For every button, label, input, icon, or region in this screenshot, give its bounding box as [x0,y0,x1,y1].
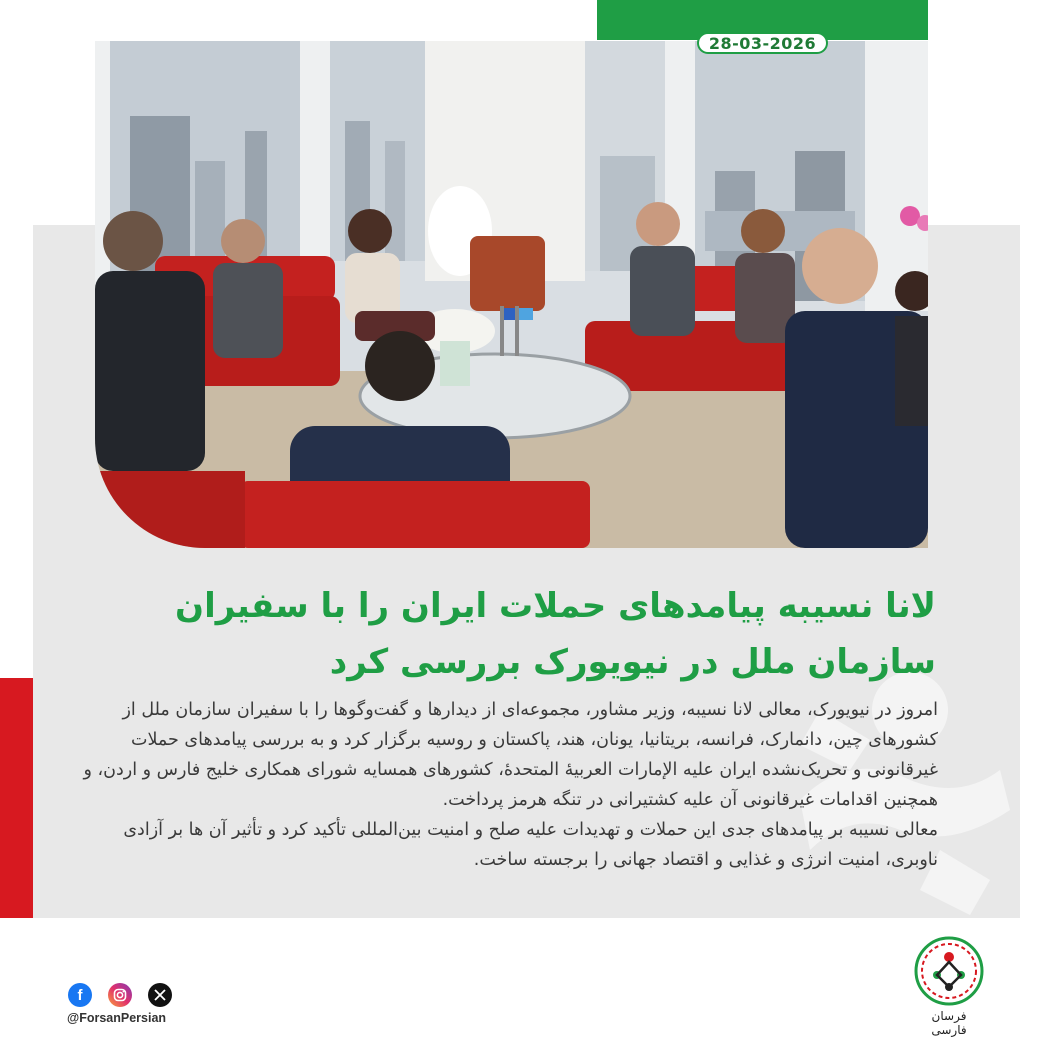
article-body [70,695,938,875]
brand-name: فرسان فارسی [931,1009,967,1037]
meeting-photo [95,41,928,548]
red-accent-bar [0,678,33,918]
article-paragraph-2: معالی نسیبه بر پیامدهای جدی این حملات و تهدیدات علیه صلح و امنیت بین‌المللی تأکید کرد و تأثیر آن ها بر آزادی ناوبری، امنیت انرژی و غذایی و اقتصاد جهانی را برجسته ساخت. [123,820,938,870]
instagram-icon[interactable] [108,983,132,1007]
forsan-logo-icon [913,935,985,1007]
headline: لانا نسیبه پیامدهای حملات ایران را با سفیران سازمان ملل در نیویورک بررسی کرد [175,586,936,682]
brand-logo [913,935,985,1037]
social-handle[interactable]: @ForsanPersian [67,1011,167,1025]
article-paragraph-1: امروز در نیویورک، معالی لانا نسیبه، وزیر مشاور، مجموعه‌ای از دیدارها و گفت‌وگوها را با سفیران سازمان ملل از کشورهای چین، دانمارک، فرانسه، بریتانیا، یونان، هند، پاکستان و روسیه برگزار کرد و به بررسی پیامدهای حملات غیرقانونی و تحریک‌نشده ایران علیه الإمارات العربیۀ المتحدۀ، کشورهای همسایه شورای همکاری خلیج فارس و اردن، و همچنین اقدامات غیرقانونی آن علیه کشتیرانی در تنگه هرمز پرداخت. [83,700,938,810]
social-links [68,983,172,1007]
x-icon[interactable] [148,983,172,1007]
date-badge: 28-03-2026 [697,32,828,54]
facebook-icon[interactable]: f [68,983,92,1007]
